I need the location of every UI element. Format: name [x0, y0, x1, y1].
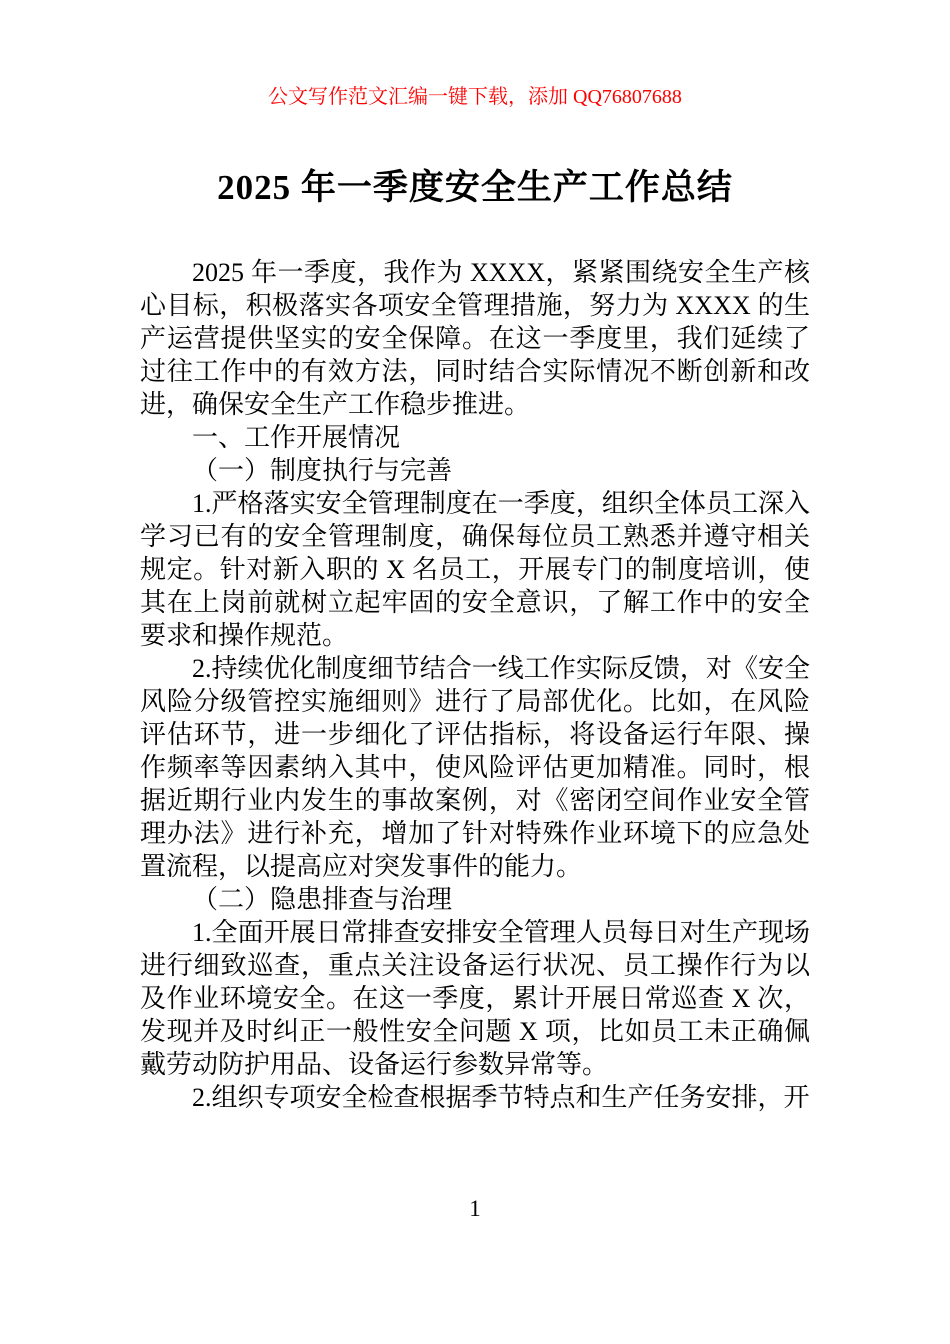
subsection-heading-1-2: （二）隐患排查与治理: [192, 885, 453, 914]
paragraph-daily-inspection: 1.全面开展日常排查安排安全管理人员每日对生产现场进行细致巡查，重点关注设备运行状况、员工操作行为以及作业环境安全。在这一季度，累计开展日常巡查 X 次，发现并及时纠正一般性安全问题 X 项，比如员工未正确佩戴劳动防护用品、设备运行参数异常等。: [140, 918, 810, 1079]
page-number: 1: [469, 1196, 481, 1221]
paragraph-special-inspection: 2.组织专项安全检查根据季节特点和生产任务安排，开: [192, 1083, 810, 1112]
document-title: 2025 年一季度安全生产工作总结: [217, 168, 733, 207]
subsection-heading-1-1: （一）制度执行与完善: [192, 456, 453, 485]
section-heading-1: 一、工作开展情况: [192, 423, 401, 452]
paragraph-intro: 2025 年一季度，我作为 XXXX，紧紧围绕安全生产核心目标，积极落实各项安全管理措施，努力为 XXXX 的生产运营提供坚实的安全保障。在这一季度里，我们延续了过往工作中的有效方法，同时结合实际情况不断创新和改进，确保安全生产工作稳步推进。: [140, 258, 810, 419]
paragraph-system-enforcement: 1.严格落实安全管理制度在一季度，组织全体员工深入学习已有的安全管理制度，确保每位员工熟悉并遵守相关规定。针对新入职的 X 名员工，开展专门的制度培训，使其在上岗前就树立起牢固的安全意识，了解工作中的安全要求和操作规范。: [140, 489, 810, 650]
paragraph-system-optimization: 2.持续优化制度细节结合一线工作实际反馈，对《安全风险分级管控实施细则》进行了局部优化。比如，在风险评估环节，进一步细化了评估指标，将设备运行年限、操作频率等因素纳入其中，使风险评估更加精准。同时，根据近期行业内发生的事故案例，对《密闭空间作业安全管理办法》进行补充，增加了针对特殊作业环境下的应急处置流程，以提高应对突发事件的能力。: [140, 654, 810, 881]
promo-watermark-text: 公文写作范文汇编一键下载，添加 QQ76807688: [268, 86, 682, 108]
document-body: [140, 256, 810, 1114]
